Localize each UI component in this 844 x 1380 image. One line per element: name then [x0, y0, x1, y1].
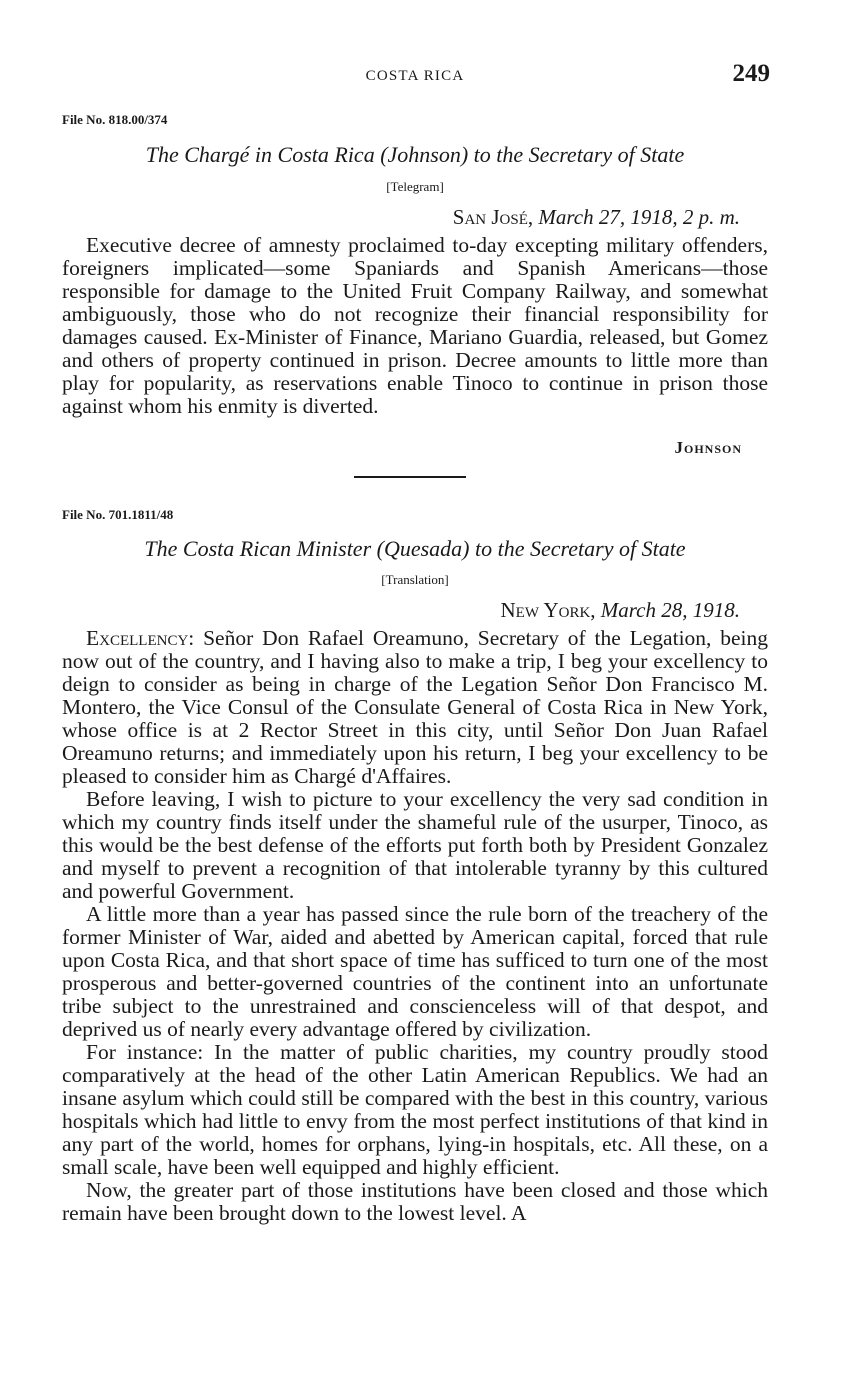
document-body-1	[62, 234, 768, 418]
file-number-1: File No. 818.00/374	[62, 112, 168, 127]
dateline-place-2: New York,	[500, 598, 596, 622]
page-number: 249	[732, 60, 770, 87]
signature: Johnson	[674, 438, 742, 457]
dateline-date-2: March 28, 1918.	[600, 598, 740, 622]
file-number-2: File No. 701.1811/48	[62, 507, 174, 522]
document-subhead-2: [Translation]	[381, 572, 449, 587]
paragraph-text: Señor Don Rafael Oreamuno, Secretary of the Legation, being now out of the country, and I having also to make a trip, I beg your excellency to deign to consider as being in charge of the Legation Señor Don Francisco M. Montero, the Vice Consul of the Consulate General of Costa Rica in New York, whose office is at 2 Rector Street in this city, until Señor Don Juan Rafael Oreamuno returns; and immediately upon his return, I beg your excellency to be pleased to consider him as Chargé d'Affaires.	[62, 626, 769, 788]
paragraph	[62, 627, 768, 788]
salutation: Excellency:	[86, 626, 195, 650]
paragraph: For instance: In the matter of public charities, my country proudly stood comparatively at the head of the other Latin American Republics. We had an insane asylum which could still be compared with the best in this country, various hospitals which had little to envy from the most perfect institutions of that kind in any part of the world, homes for orphans, lying-in hospitals, etc. All these, on a small scale, have been well equipped and highly efficient.	[62, 1040, 768, 1179]
paragraph: Executive decree of amnesty proclaimed to-day excepting military offenders, foreigners implicated—some Spaniards and Spanish Americans—those responsible for damage to the United Fruit Company Railway, and somewhat ambiguously, those who do not recognize their financial responsibility for damages caused. Ex-Minister of Finance, Mariano Guardia, released, but Gomez and others of property continued in prison. Decree amounts to little more than play for popularity, as reservations enable Tinoco to continue in prison those against whom his enmity is diverted.	[62, 233, 768, 418]
document-body-2	[62, 627, 768, 1225]
paragraph: Now, the greater part of those institutions have been closed and those which remain have been brought down to the lowest level. A	[62, 1178, 768, 1225]
paragraph: A little more than a year has passed since the rule born of the treachery of the former Minister of War, aided and abetted by American capital, forced that rule upon Costa Rica, and that short space of time has sufficed to turn one of the most prosperous and better-governed countries of the continent into an unfortunate tribe subject to the unrestrained and conscienceless will of that despot, and deprived us of nearly every advantage offered by civilization.	[62, 902, 768, 1041]
document-subhead-1: [Telegram]	[386, 179, 444, 194]
section-divider	[354, 476, 466, 478]
running-head	[62, 60, 768, 90]
dateline-2	[500, 598, 740, 623]
dateline-place-1: San José,	[452, 205, 534, 229]
dateline-date-1: March 27, 1918, 2 p. m.	[538, 205, 740, 229]
dateline-1	[453, 205, 740, 230]
running-title: COSTA RICA	[365, 68, 465, 84]
paragraph: Before leaving, I wish to picture to your excellency the very sad condition in which my country finds itself under the shameful rule of the usurper, Tinoco, as this would be the best defense of the efforts put forth both by President Gonzalez and myself to prevent a recognition of that intolerable tyranny by this cultured and powerful Government.	[62, 787, 768, 903]
document-title-2: The Costa Rican Minister (Quesada) to the Secretary of State	[144, 536, 686, 561]
document-title-1: The Chargé in Costa Rica (Johnson) to the Secretary of State	[145, 142, 685, 167]
